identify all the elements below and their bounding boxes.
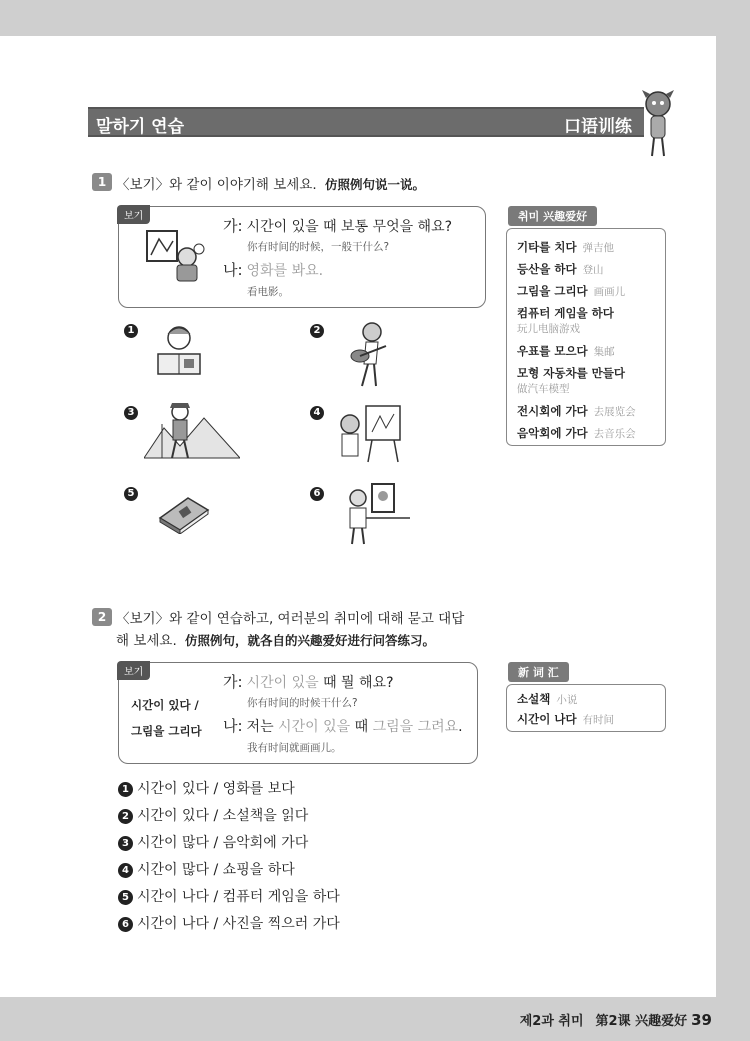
new-words-header: 新 词 汇 xyxy=(508,662,569,682)
ex2-line-b-pre: 저는 xyxy=(246,719,279,735)
ex2-item-3-text: 시간이 많다 / 음악회에 가다 xyxy=(137,835,309,851)
exercise-1-number: 1 xyxy=(92,173,112,191)
ex2-line-b-gray-2: 그림을 그려요 xyxy=(372,719,459,735)
ex2-item-4 xyxy=(118,859,295,879)
ex2-item-5-number: 5 xyxy=(118,890,133,905)
new-word-1 xyxy=(517,691,577,707)
guitar-player-illustration xyxy=(346,320,394,390)
exercise-1-instruction-zh: 仿照例句说一说。 xyxy=(324,177,425,192)
ex2-line-b-end: . xyxy=(458,719,463,735)
ex2-item-2-text: 시간이 있다 / 소설책을 읽다 xyxy=(137,808,309,824)
exercise-2-instruction-line-2 xyxy=(116,629,435,649)
ex2-line-a-rest: 때 뭘 해요? xyxy=(318,675,394,691)
ex2-item-6 xyxy=(118,913,340,933)
exercise-2-instruction-ko-2: 해 보세요. xyxy=(116,633,177,649)
page-frame-right xyxy=(716,0,750,1041)
painting-person-illustration xyxy=(336,404,406,464)
hobby-item-5 xyxy=(517,343,615,359)
hobby-item-3 xyxy=(517,283,625,299)
footer-lesson-zh: 第2课 兴趣爱好 xyxy=(595,1014,688,1029)
picture-number-2: 2 xyxy=(310,324,324,338)
hobby-item-7-ko: 전시회에 가다 xyxy=(517,404,588,418)
ex1-line-b xyxy=(223,259,323,280)
ex2-item-4-text: 시간이 많다 / 쇼핑을 하다 xyxy=(137,862,295,878)
section-header xyxy=(88,107,644,137)
speaker-b-2: 나: xyxy=(223,717,243,735)
ex2-line-b-mid: 때 xyxy=(350,719,373,735)
hobby-box-header: 취미 兴趣爱好 xyxy=(508,206,597,226)
ex2-item-6-text: 시간이 나다 / 사진을 찍으러 가다 xyxy=(137,916,340,932)
page-frame-top xyxy=(0,0,750,36)
ex1-line-a-text: 시간이 있을 때 보통 무엇을 해요? xyxy=(246,219,453,235)
speaker-a-2: 가: xyxy=(223,673,243,691)
hobby-item-5-ko: 우표를 모으다 xyxy=(517,344,588,358)
picture-number-4: 4 xyxy=(310,406,324,420)
page-footer xyxy=(520,1010,712,1029)
reading-person-illustration xyxy=(150,322,208,380)
ex1-line-b-text: 영화를 봐요. xyxy=(246,263,324,279)
ex2-item-2-number: 2 xyxy=(118,809,133,824)
exercise-2-instruction-line-1: 〈보기〉와 같이 연습하고, 여러분의 취미에 대해 묻고 대답 xyxy=(116,611,465,627)
ex1-line-a-translation: 你有时间的时候，一般干什么? xyxy=(247,241,390,253)
ex2-item-2 xyxy=(118,805,308,825)
exhibition-visitor-illustration xyxy=(342,482,414,546)
hobby-item-1-ko: 기타를 치다 xyxy=(517,240,577,254)
hobby-item-7 xyxy=(517,403,636,419)
speaker-b: 나: xyxy=(223,261,243,279)
mascot-illustration xyxy=(640,86,676,160)
ex2-item-1-text: 시간이 있다 / 영화를 보다 xyxy=(137,781,295,797)
hobby-item-3-zh: 画画儿 xyxy=(593,286,626,298)
hobby-item-1 xyxy=(517,239,614,255)
speaker-a: 가: xyxy=(223,217,243,235)
hobby-item-5-zh: 集邮 xyxy=(593,346,615,358)
hobby-item-6-zh: 做汽车模型 xyxy=(517,383,570,395)
ex2-cue-2: 그림을 그리다 xyxy=(131,724,202,738)
hobby-item-4 xyxy=(517,305,614,321)
ex2-line-a xyxy=(223,671,394,692)
ex2-line-b xyxy=(223,715,463,736)
page-number: 39 xyxy=(691,1011,712,1029)
new-words-box xyxy=(506,684,666,732)
hiking-person-illustration xyxy=(144,398,240,462)
ex2-line-b-translation: 我有时间就画画儿。 xyxy=(247,742,342,754)
hobby-item-2-ko: 등산을 하다 xyxy=(517,262,577,276)
ex2-item-3 xyxy=(118,832,308,852)
new-word-2-zh: 有时间 xyxy=(582,714,615,726)
ex2-item-5-text: 시간이 나다 / 컴퓨터 게임을 하다 xyxy=(137,889,340,905)
exercise-1-instruction xyxy=(116,173,425,193)
ex2-item-4-number: 4 xyxy=(118,863,133,878)
ex1-line-a xyxy=(223,215,452,236)
new-word-2-ko: 시간이 나다 xyxy=(517,712,577,726)
picture-number-6: 6 xyxy=(310,487,324,501)
hobby-item-2-zh: 登山 xyxy=(582,264,604,276)
picture-number-3: 3 xyxy=(124,406,138,420)
picture-number-1: 1 xyxy=(124,324,138,338)
new-word-1-zh: 小说 xyxy=(556,694,578,706)
hobby-item-6-ko: 모형 자동차를 만들다 xyxy=(517,366,625,380)
exercise-1-instruction-ko: 〈보기〉와 같이 이야기해 보세요. xyxy=(116,177,317,193)
hobby-vocab-box xyxy=(506,228,666,446)
exercise-1-example-box xyxy=(118,206,486,308)
new-word-2 xyxy=(517,711,614,727)
ex2-line-a-gray: 시간이 있을 xyxy=(246,675,319,691)
ex2-line-b-gray-1: 시간이 있을 xyxy=(278,719,351,735)
movie-watching-illustration xyxy=(141,227,207,285)
picture-number-5: 5 xyxy=(124,487,138,501)
footer-lesson-ko: 제2과 취미 xyxy=(519,1014,584,1029)
hobby-item-4-zh: 玩儿电脑游戏 xyxy=(517,323,580,335)
section-title-ko: 말하기 연습 xyxy=(96,117,185,137)
hobby-item-6 xyxy=(517,365,625,381)
exercise-2-instruction-zh: 仿照例句，就各自的兴趣爱好进行问答练习。 xyxy=(185,633,436,648)
hobby-item-7-zh: 去展览会 xyxy=(593,406,636,418)
ex1-line-b-translation: 看电影。 xyxy=(247,286,289,298)
hobby-item-4-ko: 컴퓨터 게임을 하다 xyxy=(517,306,614,320)
example-tag: 보기 xyxy=(117,205,150,224)
hobby-item-8-ko: 음악회에 가다 xyxy=(517,426,588,440)
hobby-item-8 xyxy=(517,425,636,441)
novel-book-illustration xyxy=(158,494,210,534)
new-word-1-ko: 소설책 xyxy=(517,692,551,706)
hobby-item-8-zh: 去音乐会 xyxy=(593,428,636,440)
ex2-item-5 xyxy=(118,886,340,906)
ex2-item-1 xyxy=(118,778,295,798)
ex2-item-1-number: 1 xyxy=(118,782,133,797)
example-tag-2: 보기 xyxy=(117,661,150,680)
section-title-zh: 口语训练 xyxy=(564,117,632,137)
hobby-item-2 xyxy=(517,261,604,277)
ex2-line-a-translation: 你有时间的时候干什么? xyxy=(247,697,358,709)
ex2-item-3-number: 3 xyxy=(118,836,133,851)
ex2-item-6-number: 6 xyxy=(118,917,133,932)
exercise-2-example-box xyxy=(118,662,478,764)
exercise-2-number: 2 xyxy=(92,608,112,626)
ex2-cue-1: 시간이 있다 / xyxy=(131,698,199,712)
hobby-item-3-ko: 그림을 그리다 xyxy=(517,284,588,298)
hobby-item-1-zh: 弹吉他 xyxy=(582,242,615,254)
